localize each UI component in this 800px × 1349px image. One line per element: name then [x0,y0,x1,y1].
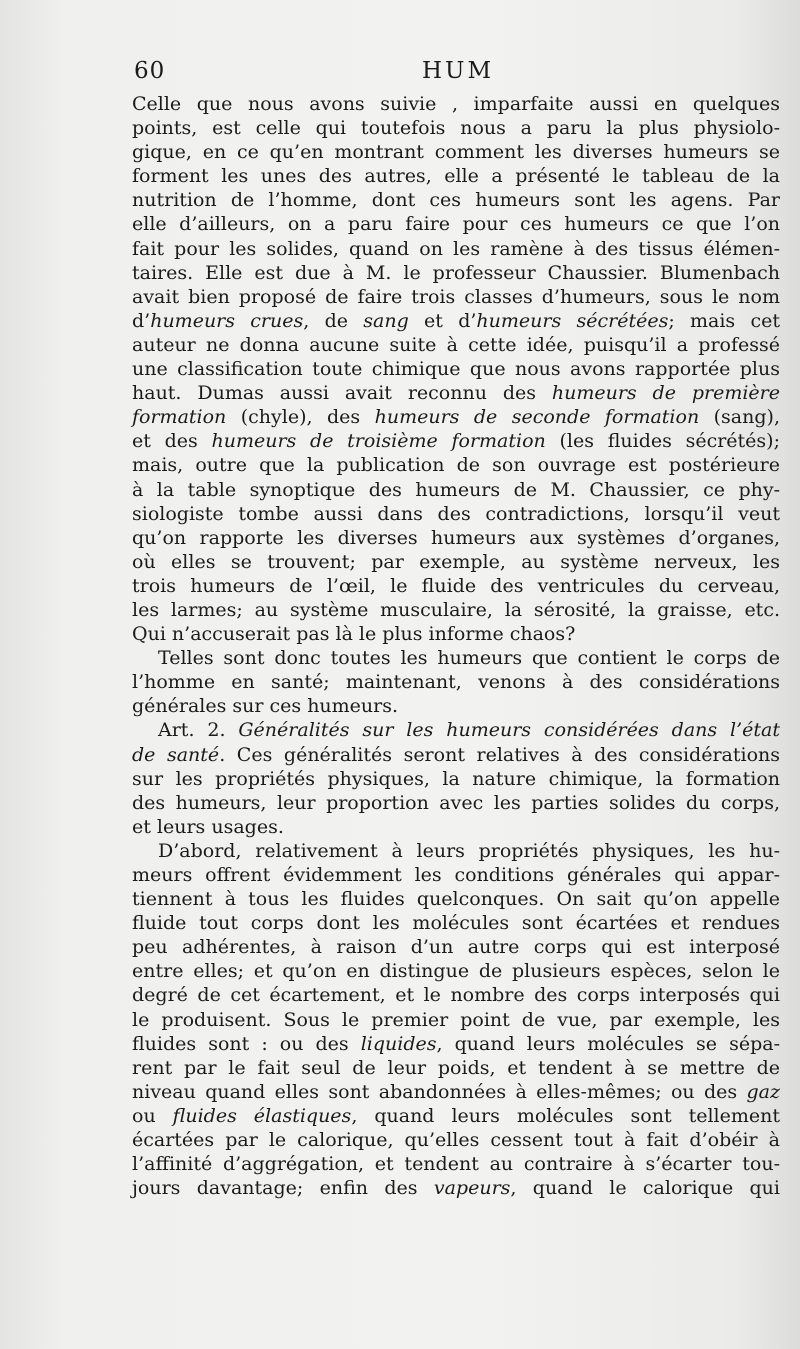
text-line [132,526,780,550]
italic-text: humeurs sécrétées [476,309,669,332]
italic-text: humeurs de première [551,382,780,405]
text-segment: forment les unes des autres, elle a présenté le tableau de la [132,165,780,188]
text-segment: niveau quand elles sont abandonnées à elles-mêmes; ou des [132,1080,747,1103]
text-line [132,261,780,285]
text-segment: rent par le fait seul de leur poids, et tendent à se mettre de [132,1056,780,1079]
running-head: HUM [422,58,494,84]
text-line [132,285,780,309]
text-segment: avait bien proposé de faire trois classes d’humeurs, sous le nom [132,285,780,308]
text-line [132,574,780,598]
text-line [132,743,780,767]
text-segment: gique, en ce qu’en montrant comment les diverses humeurs se [132,141,780,164]
text-line [132,188,780,212]
text-segment: sur les propriétés physiques, la nature chimique, la formation [132,767,780,790]
text-segment: . Ces généralités seront relatives à des considérations [219,743,781,766]
text-segment: l’homme en santé; maintenant, venons à des considérations [132,671,780,694]
italic-text: Généralités sur les humeurs considérées dans l’état [238,719,781,742]
italic-text: humeurs de troisième formation [211,430,546,453]
text-line [132,1008,780,1032]
text-segment: fait pour les solides, quand on les ramène à des tissus élémen- [132,237,780,260]
page-number: 60 [134,58,166,84]
text-segment: le produisent. Sous le premier point de vue, par exemple, les [132,1008,780,1031]
text-line [132,333,780,357]
text-line [132,935,780,959]
text-line [132,598,780,622]
text-segment: degré de cet écartement, et le nombre des corps interposés qui [132,984,780,1007]
text-line [132,140,780,164]
text-segment: fluides sont : ou des [132,1032,361,1055]
text-line [132,453,780,477]
text-line [132,646,780,670]
text-line [132,1176,780,1200]
text-segment: Art. 2. [158,719,239,742]
text-line [132,670,780,694]
text-segment: haut. Dumas aussi avait reconnu des [132,382,552,405]
italic-text: vapeurs [433,1177,511,1200]
text-line [132,212,780,236]
text-segment: , quand leurs molécules se sépa- [436,1032,780,1055]
text-line [132,791,780,815]
text-segment: tiennent à tous les fluides quelconques. On sait qu’on appelle [132,888,780,911]
text-line [132,405,780,429]
text-line [132,887,780,911]
text-line [132,502,780,526]
text-segment: une classification toute chimique que nous avons rapportée plus [132,358,780,381]
text-line [132,92,780,116]
text-line [132,694,780,718]
text-line [132,911,780,935]
text-segment: l’affinité d’aggrégation, et tendent au contraire à s’écarter tou- [132,1153,780,1176]
text-segment: mais, outre que la publication de son ouvrage est postérieure [132,454,780,477]
text-segment: , quand leurs molécules sont tellement [351,1104,780,1127]
text-line [132,478,780,502]
italic-text: sang [363,309,409,332]
text-segment: Qui n’accuserait pas là le plus informe chaos? [132,623,576,646]
italic-text: de santé [132,743,220,766]
text-segment: ou [132,1104,173,1127]
text-line [132,237,780,261]
body-text [132,92,780,1200]
text-line [132,767,780,791]
text-segment: générales sur ces humeurs. [132,695,399,718]
text-segment: (chyle), des [226,406,375,429]
text-line [132,863,780,887]
text-segment: D’abord, relativement à leurs propriétés physiques, les hu- [158,839,780,862]
text-segment: les larmes; au système musculaire, la sérosité, la graisse, etc. [132,598,780,621]
text-segment: Telles sont donc toutes les humeurs que contient le corps de [158,647,780,670]
text-line [132,357,780,381]
text-segment: taires. Elle est due à M. le professeur Chaussier. Blumenbach [132,261,780,284]
text-segment: fluide tout corps dont les molécules sont écartées et rendues [132,912,780,935]
text-line [132,309,780,333]
text-line [132,164,780,188]
text-segment: nutrition de l’homme, dont ces humeurs sont les agens. Par [132,189,780,212]
text-segment: elle d’ailleurs, on a paru faire pour ces humeurs ce que l’on [132,213,780,236]
text-segment: jours davantage; enfin des [132,1177,434,1200]
italic-text: fluides élastiques [172,1104,352,1127]
text-segment: trois humeurs de l’œil, le fluide des ventricules du cerveau, [132,574,780,597]
text-segment: peu adhérentes, à raison d’un autre corps qui est interposé [132,936,780,959]
text-line [132,1056,780,1080]
text-line [132,959,780,983]
italic-text: humeurs crues [150,309,304,332]
text-segment: et des [132,430,212,453]
text-segment: des humeurs, leur proportion avec les parties solides du corps, [132,791,780,814]
text-segment: qu’on rapporte les diverses humeurs aux systèmes d’organes, [132,526,780,549]
italic-text: humeurs de seconde formation [374,406,700,429]
text-line [132,718,780,742]
text-segment: où elles se trouvent; par exemple, au système nerveux, les [132,550,780,573]
text-segment: siologiste tombe aussi dans des contradictions, lorsqu’il veut [132,502,780,525]
text-line [132,622,780,646]
text-segment: points, est celle qui toutefois nous a paru la plus physiolo- [132,117,780,140]
text-segment: , quand le calorique qui [510,1177,780,1200]
text-segment: , de [303,309,364,332]
italic-text: liquides [360,1032,437,1055]
text-segment: entre elles; et qu’on en distingue de plusieurs espèces, selon le [132,960,780,983]
text-line [132,839,780,863]
italic-text: formation [132,406,227,429]
text-line [132,1032,780,1056]
text-line [132,1080,780,1104]
page-header [134,58,779,90]
text-line [132,429,780,453]
text-segment: écartées par le calorique, qu’elles cessent tout à fait d’obéir à [132,1129,780,1152]
text-segment: auteur ne donna aucune suite à cette idée, puisqu’il a professé [132,333,780,356]
text-segment: Celle que nous avons suivie , imparfaite aussi en quelques [132,93,780,115]
text-line [132,1152,780,1176]
text-line [132,116,780,140]
text-segment: d’ [132,309,151,332]
text-line [132,815,780,839]
italic-text: gaz [746,1080,780,1103]
text-segment: ; mais cet [668,309,780,332]
text-segment: (sang), [699,406,780,429]
text-line [132,1104,780,1128]
text-segment: (les fluides sécrétés); [545,430,780,453]
text-line [132,381,780,405]
text-line [132,1128,780,1152]
text-line [132,550,780,574]
text-segment: meurs offrent évidemment les conditions générales qui appar- [132,864,780,886]
text-line [132,983,780,1007]
text-segment: à la table synoptique des humeurs de M. Chaussier, ce phy- [132,478,780,501]
text-segment: et d’ [408,309,477,332]
text-segment: et leurs usages. [132,815,284,838]
